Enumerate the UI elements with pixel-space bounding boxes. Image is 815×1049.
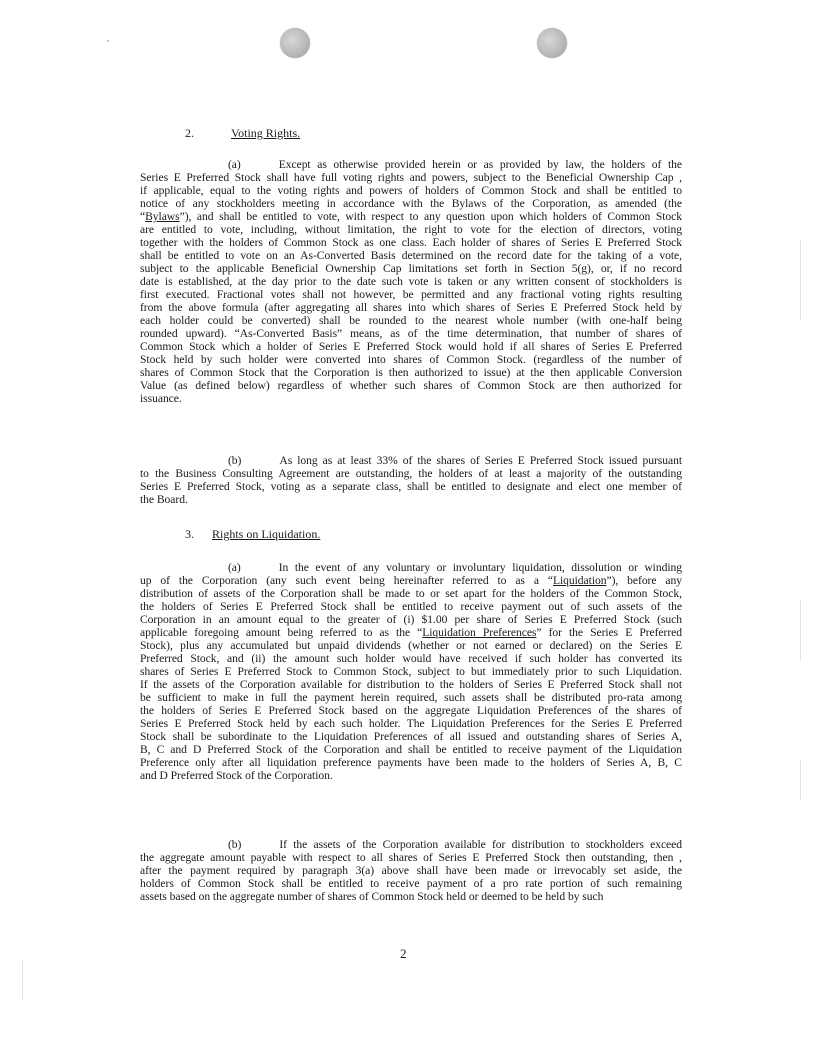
paragraph-line: each holder could be converted) shall be rounded to the nearest whole number (with one-half being	[140, 314, 682, 327]
paragraph-line: issuance.	[140, 392, 182, 405]
paragraph-line: holders of Common Stock shall be entitled to receive payment of a pro rate portion of such remaining	[140, 877, 682, 890]
paragraph-line: Common Stock which a holder of Series E Preferred Stock would hold if all shares of Series E Preferred	[140, 340, 682, 353]
scan-edge-mark	[800, 240, 801, 320]
section-title: Voting Rights.	[231, 126, 301, 140]
paragraph-line: rounded upward). “As-Converted Basis” means, as of the time determination, that number of shares of	[140, 327, 682, 340]
paragraph-line: assets based on the aggregate number of shares of Common Stock held or deemed to be held by such	[140, 890, 604, 903]
paragraph-line: applicable foregoing amount being referred to as the “Liquidation Preferences” for the Series E Preferred	[140, 626, 682, 639]
paragraph-line: If the assets of the Corporation available for distribution to the holders of Series E Preferred Stock shall not	[140, 678, 682, 691]
section-3a-paragraph	[140, 561, 682, 782]
scan-speck	[107, 40, 109, 42]
paragraph-line: Preference only after all liquidation preference payments have been made to the holders of Series A, B, C	[140, 756, 682, 769]
paragraph-line: date is established, at the day prior to the date such vote is taken or any written consent of stockholders is	[140, 275, 682, 288]
paragraph-line: first executed. Fractional votes shall not however, be permitted and any fractional voting rights resulting	[140, 288, 682, 301]
paragraph-line: the holders of Series E Preferred Stock shall be entitled to receive payment out of such assets of the	[140, 600, 682, 613]
section-2b-paragraph	[140, 454, 682, 506]
paragraph-label: (b)	[228, 454, 242, 467]
paragraph-line: after the payment required by paragraph 3(a) above shall have been made or irrevocably set aside, the	[140, 864, 682, 877]
paragraph-line: are entitled to vote, including, without limitation, the right to vote for the election of directors, voting	[140, 223, 682, 236]
section-2a-paragraph	[140, 158, 682, 405]
scan-edge-mark	[800, 760, 801, 800]
paragraph-line: Value (as defined below) regardless of whether such shares of Common Stock are then authorized for	[140, 379, 682, 392]
section-3b-paragraph	[140, 838, 682, 903]
section-number: 2.	[185, 126, 194, 140]
paragraph-label: (a)	[228, 158, 241, 171]
scan-edge-mark	[800, 600, 801, 660]
paragraph-line: B, C and D Preferred Stock of the Corporation and shall be entitled to receive payment of the Liquidation	[140, 743, 682, 756]
defined-term: Bylaws	[145, 210, 180, 223]
paragraph-line: if applicable, equal to the voting rights and powers of holders of Common Stock and shall be entitled to	[140, 184, 682, 197]
paragraph-line: Corporation in an amount equal to the greater of (i) $1.00 per share of Series E Preferred Stock (such	[140, 613, 682, 626]
section-number: 3.	[185, 527, 194, 541]
paragraph-line: Except as otherwise provided herein or as provided by law, the holders of the	[278, 158, 682, 171]
paragraph-line: Series E Preferred Stock held by each such holder. The Liquidation Preferences for the Series E Preferred	[140, 717, 682, 730]
scan-edge-mark	[22, 960, 23, 1000]
paragraph-line: shares of Series E Preferred Stock to Common Stock, subject to but immediately prior to such Liquidation.	[140, 665, 682, 678]
paragraph-label: (b)	[228, 838, 242, 851]
paragraph-line: In the event of any voluntary or involuntary liquidation, dissolution or winding	[278, 561, 682, 574]
paragraph-line: subject to the applicable Beneficial Ownership Cap limitations set forth in Section 5(g), or, if no record	[140, 262, 682, 275]
paragraph-label: (a)	[228, 561, 241, 574]
paragraph-line: Stock held by such holder were converted into shares of Common Stock. (regardless of the number of	[140, 353, 682, 366]
paragraph-line: Stock), plus any accumulated but unpaid dividends (whether or not earned or declared) on the Series E	[140, 639, 682, 652]
paragraph-line: to the Business Consulting Agreement are outstanding, the holders of at least a majority of the outstanding	[140, 467, 682, 480]
paragraph-line: notice of any stockholders meeting in accordance with the Bylaws of the Corporation, as amended (the	[140, 197, 682, 210]
paragraph-line: As long as at least 33% of the shares of Series E Preferred Stock issued pursuant	[279, 454, 682, 467]
paragraph-line: Stock shall be subordinate to the Liquidation Preferences of all issued and outstanding shares of Series A,	[140, 730, 682, 743]
paragraph-line: and D Preferred Stock of the Corporation.	[140, 769, 333, 782]
section-title: Rights on Liquidation.	[212, 527, 321, 541]
paragraph-line: the aggregate amount payable with respect to all shares of Series E Preferred Stock then outstanding, then ,	[140, 851, 682, 864]
paragraph-line: Series E Preferred Stock shall have full voting rights and powers, subject to the Beneficial Ownership Cap ,	[140, 171, 682, 184]
paragraph-line: shares of Common Stock that the Corporation is then authorized to issue) at the then applicable Conversion	[140, 366, 682, 379]
paragraph-line: distribution of assets of the Corporation shall be made to or set apart for the holders of the Common Stock,	[140, 587, 682, 600]
paragraph-line: up of the Corporation (any such event being hereinafter referred to as a “Liquidation”), before any	[140, 574, 682, 587]
paragraph-line: together with the holders of Common Stock as one class. Each holder of shares of Series E Preferred Stock	[140, 236, 682, 249]
punch-hole-right	[537, 28, 567, 58]
paragraph-line: Preferred Stock, and (ii) the amount such holder would have received if such holder has converted its	[140, 652, 682, 665]
paragraph-line: from the above formula (after aggregating all shares into which shares of Series E Preferred Stock held by	[140, 301, 682, 314]
paragraph-line: If the assets of the Corporation available for distribution to stockholders exceed	[279, 838, 682, 851]
paragraph-line: Series E Preferred Stock, voting as a separate class, shall be entitled to designate and elect one member of	[140, 480, 682, 493]
defined-term: Liquidation Preferences	[422, 626, 537, 639]
paragraph-line: shall be entitled to vote on an As-Converted Basis determined on the record date for the taking of a vote,	[140, 249, 682, 262]
punch-hole-left	[280, 28, 310, 58]
defined-term: Liquidation	[552, 574, 607, 587]
page-number: 2	[400, 946, 407, 961]
paragraph-line: the Board.	[140, 493, 188, 506]
paragraph-line: the holders of Series E Preferred Stock based on the aggregate Liquidation Preferences of the shares of	[140, 704, 682, 717]
paragraph-line: “Bylaws”), and shall be entitled to vote, with respect to any question upon which holders of Common Stock	[140, 210, 682, 223]
paragraph-line: be sufficient to make in full the payment herein required, such assets shall be distributed pro-rata among	[140, 691, 682, 704]
